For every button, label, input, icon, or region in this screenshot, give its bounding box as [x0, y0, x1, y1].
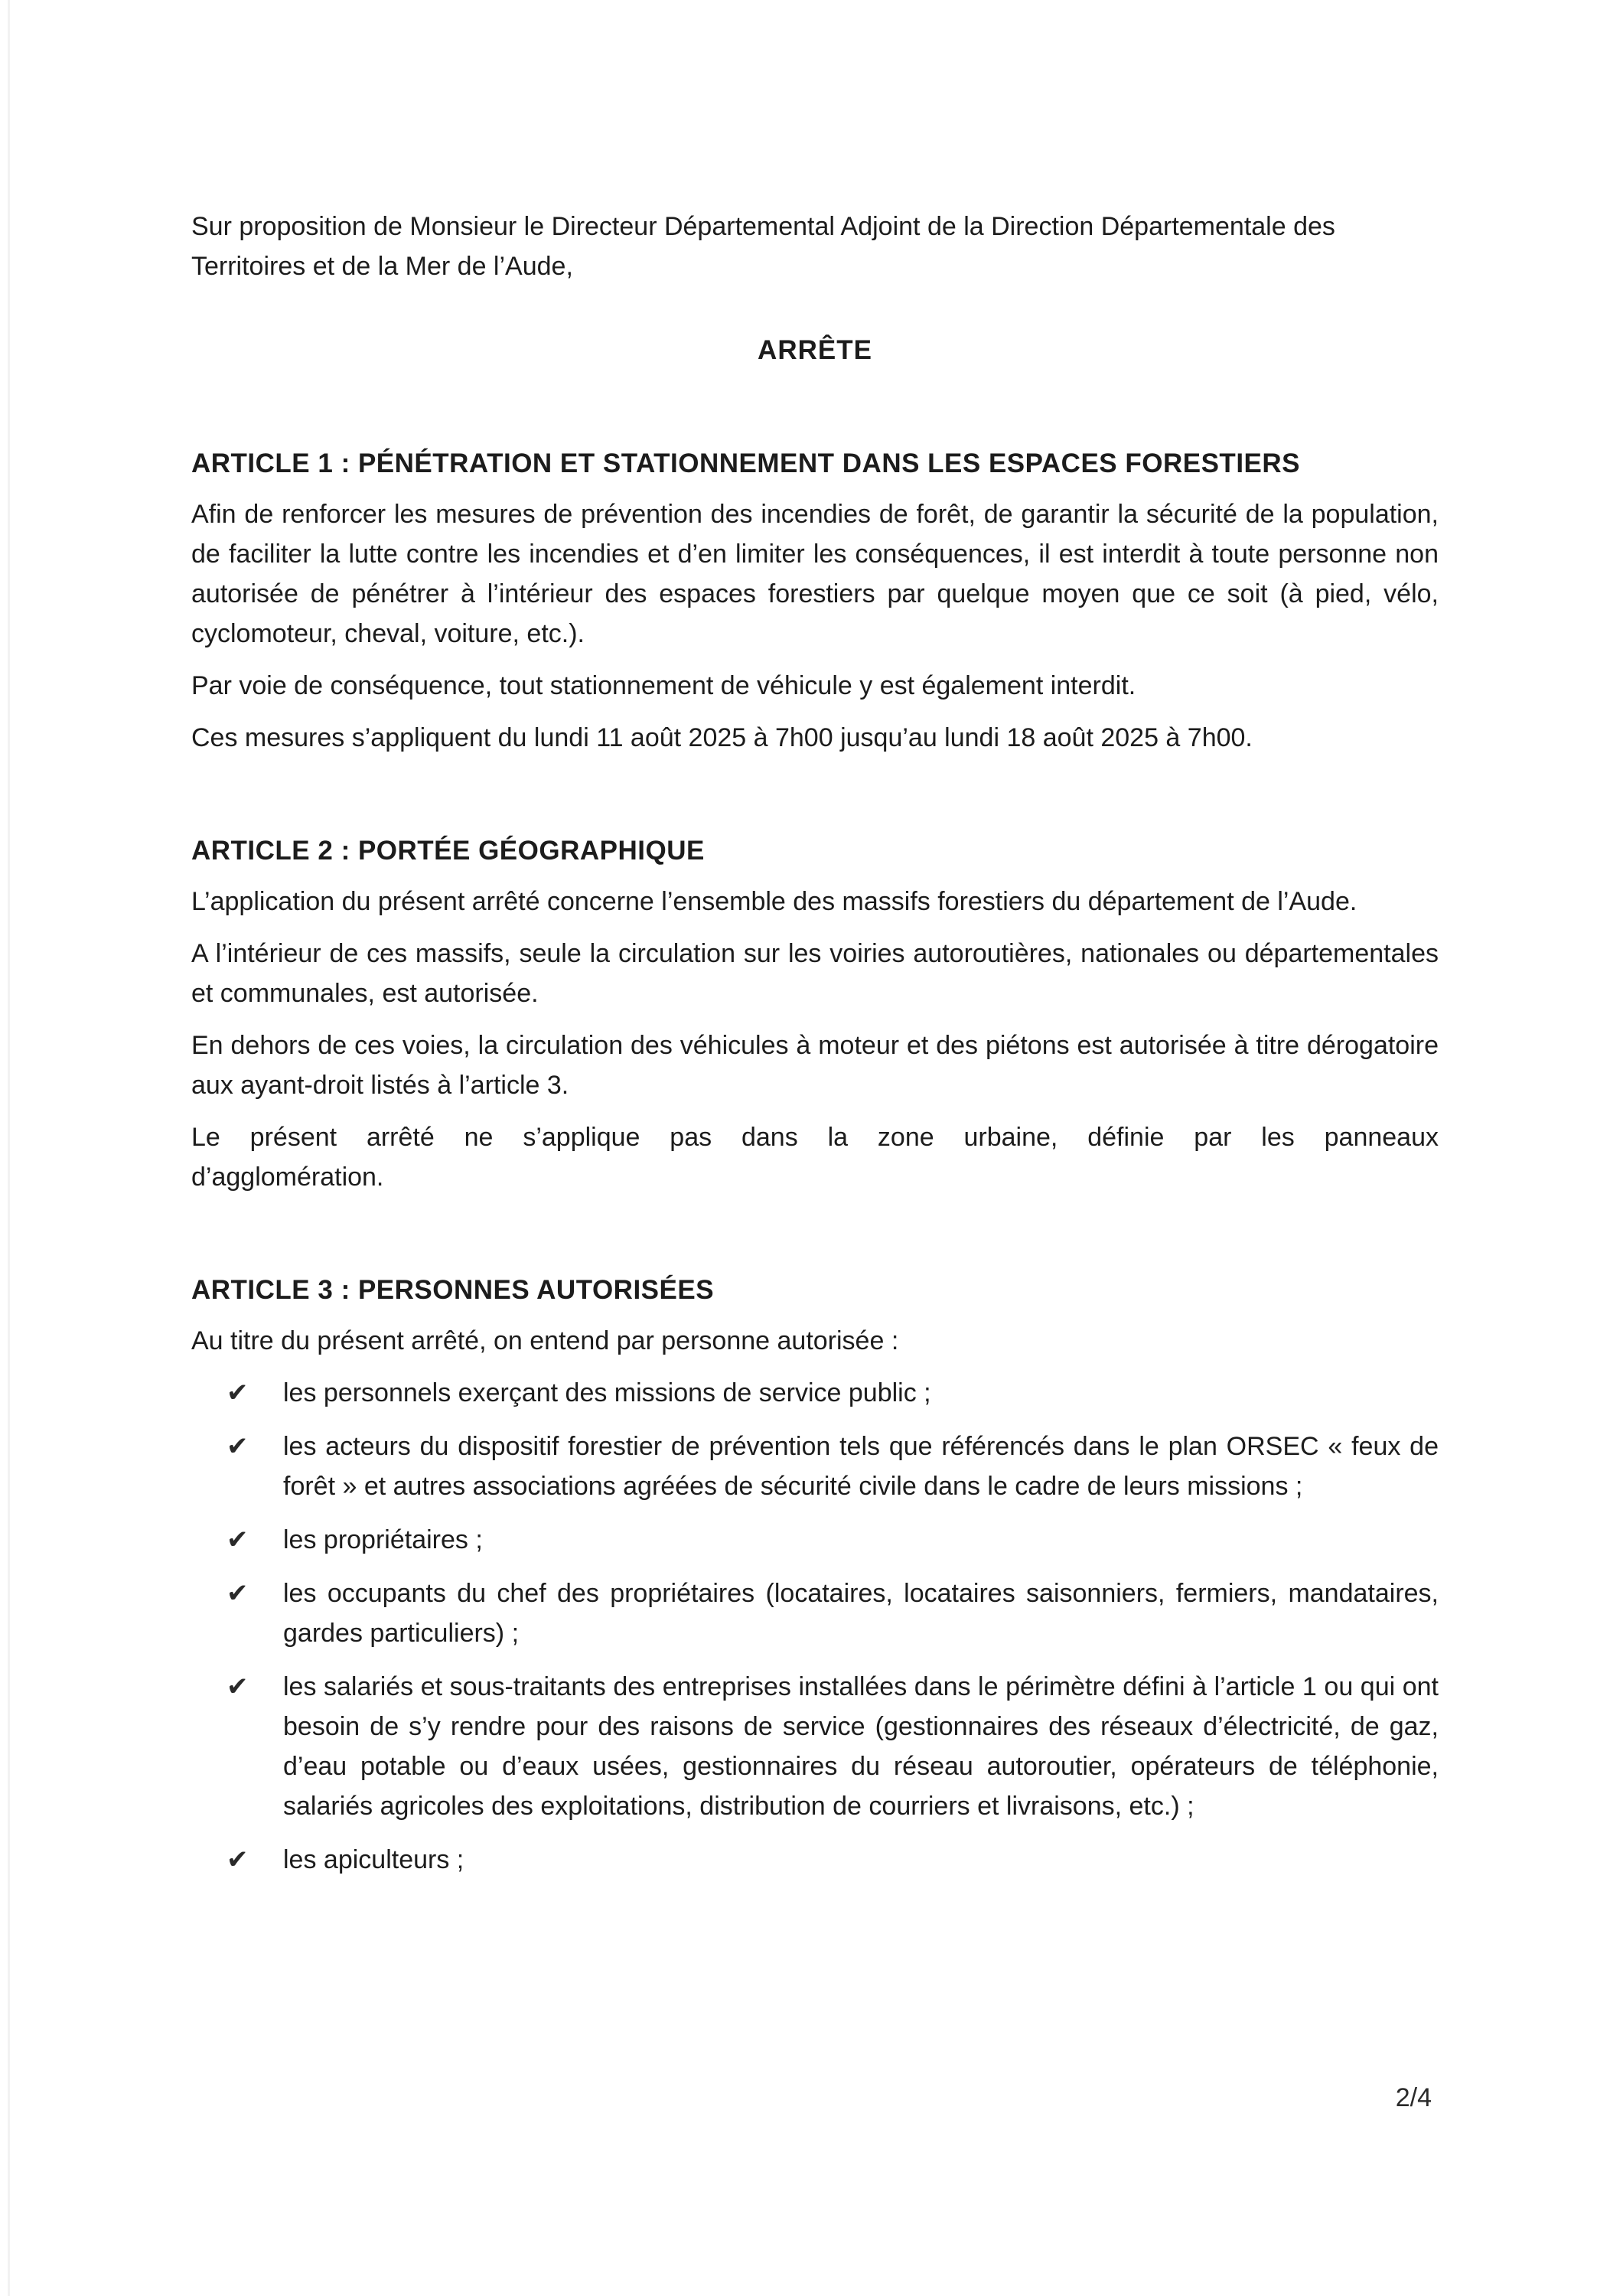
list-item [191, 1520, 1439, 1560]
checkmark-icon: ✔ [227, 1432, 249, 1461]
list-item [191, 1840, 1439, 1880]
list-item [191, 1574, 1439, 1653]
checkmark-icon: ✔ [227, 1845, 249, 1874]
list-item-text: les personnels exerçant des missions de service public ; [283, 1378, 931, 1407]
article-3-intro: Au titre du présent arrêté, on entend par personne autorisée : [191, 1326, 899, 1355]
list-item [191, 1427, 1439, 1506]
article-2 [191, 831, 1439, 1197]
checkmark-icon: ✔ [227, 1378, 249, 1407]
article-1-title: ARTICLE 1 : PÉNÉTRATION ET STATIONNEMENT DANS LES ESPACES FORESTIERS [191, 448, 1301, 478]
list-item-text: les apiculteurs ; [283, 1845, 464, 1874]
list-item-text: les occupants du chef des propriétaires (locataires, locataires saisonniers, fermiers, mandataires, gardes particuliers) ; [283, 1579, 1439, 1648]
page-number: 2/4 [1395, 2083, 1432, 2112]
article-2-paragraph: Le présent arrêté ne s’applique pas dans la zone urbaine, définie par les panneaux d’agglomération. [191, 1123, 1439, 1192]
article-2-paragraph: En dehors de ces voies, la circulation des véhicules à moteur et des piétons est autorisée à titre dérogatoire aux ayant-droit listés à l’article 3. [191, 1031, 1439, 1100]
decree-title: ARRÊTE [758, 335, 872, 365]
checkmark-icon: ✔ [227, 1672, 249, 1701]
authorized-persons-list [191, 1373, 1439, 1880]
article-3 [191, 1270, 1439, 1880]
article-1-paragraph: Ces mesures s’appliquent du lundi 11 août 2025 à 7h00 jusqu’au lundi 18 août 2025 à 7h00. [191, 723, 1253, 752]
list-item-text: les salariés et sous-traitants des entreprises installées dans le périmètre défini à l’article 1 ou qui ont besoin de s’y rendre pour des raisons de service (gestionnaires des réseaux d’électricité, de gaz, d’eau potable ou d’eaux usées, gestionnaires du réseau autoroutier, opérateurs de téléphonie, salariés agricoles des exploitations, distribution de courriers et livraisons, etc.) ; [283, 1672, 1439, 1821]
document-body [191, 207, 1439, 1893]
article-2-paragraph: A l’intérieur de ces massifs, seule la circulation sur les voiries autoroutières, nationales ou départementales et communales, est autorisée. [191, 939, 1439, 1008]
intro-paragraph: Sur proposition de Monsieur le Directeur Départemental Adjoint de la Direction Départementale des Territoires et de la Mer de l’Aude, [191, 212, 1335, 281]
article-2-title: ARTICLE 2 : PORTÉE GÉOGRAPHIQUE [191, 836, 705, 866]
scan-edge-line [8, 0, 10, 2296]
article-1-paragraph: Afin de renforcer les mesures de prévention des incendies de forêt, de garantir la sécurité de la population, de faciliter la lutte contre les incendies et d’en limiter les conséquences, il est interdit à toute personne non autorisée de pénétrer à l’intérieur des espaces forestiers par quelque moyen que ce soit (à pied, vélo, cyclomoteur, cheval, voiture, etc.). [191, 500, 1439, 648]
article-2-paragraph: L’application du présent arrêté concerne l’ensemble des massifs forestiers du département de l’Aude. [191, 887, 1357, 916]
article-1 [191, 444, 1439, 758]
list-item [191, 1667, 1439, 1826]
article-1-paragraph: Par voie de conséquence, tout stationnement de véhicule y est également interdit. [191, 671, 1136, 700]
article-3-title: ARTICLE 3 : PERSONNES AUTORISÉES [191, 1275, 715, 1305]
list-item-text: les acteurs du dispositif forestier de prévention tels que référencés dans le plan ORSEC « feux de forêt » et autres associations agréées de sécurité civile dans le cadre de leurs missions ; [283, 1432, 1439, 1501]
checkmark-icon: ✔ [227, 1525, 249, 1554]
checkmark-icon: ✔ [227, 1579, 249, 1608]
list-item [191, 1373, 1439, 1413]
list-item-text: les propriétaires ; [283, 1525, 483, 1554]
